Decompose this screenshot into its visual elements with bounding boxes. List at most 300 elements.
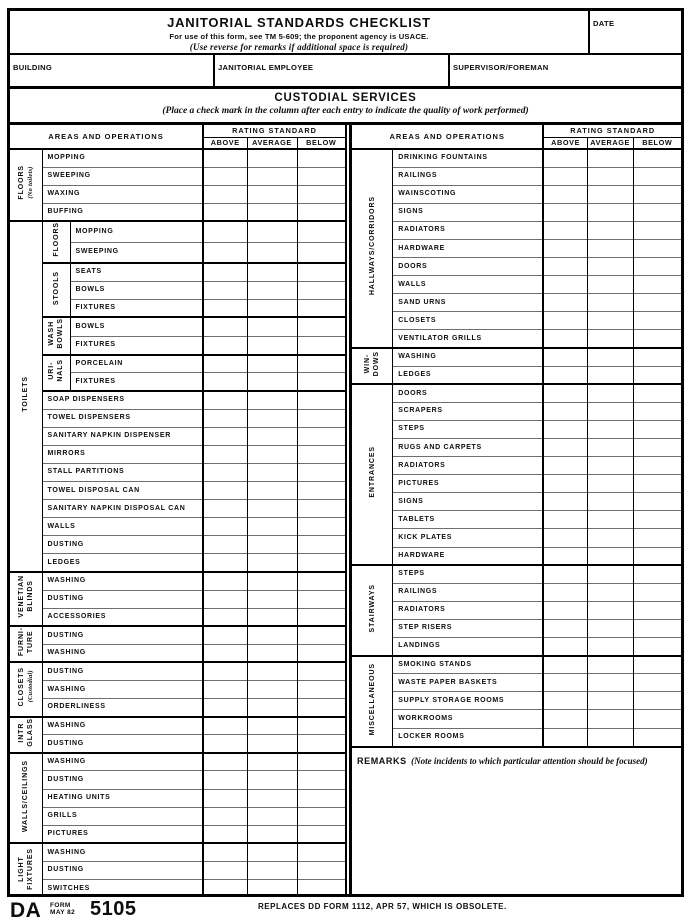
janitorial-employee-label: JANITORIAL EMPLOYEE xyxy=(218,63,314,72)
rating-cell-average[interactable] xyxy=(587,276,633,294)
rating-cell-below[interactable] xyxy=(633,529,681,547)
item-label: DUSTING xyxy=(42,861,203,879)
rating-cell-below[interactable] xyxy=(297,843,345,861)
rating-cell-below[interactable] xyxy=(297,149,345,167)
supervisor-foreman-label: SUPERVISOR/FOREMAN xyxy=(453,63,549,72)
rating-cell-below[interactable] xyxy=(633,601,681,619)
rating-cell-below[interactable] xyxy=(633,276,681,294)
table-row xyxy=(352,366,681,384)
rating-cell-above[interactable] xyxy=(543,402,587,420)
section-label-text: FLOORS (No toilets) xyxy=(17,165,34,200)
rating-cell-below[interactable] xyxy=(297,481,345,499)
rating-cell-average[interactable] xyxy=(247,299,297,317)
rating-cell-below[interactable] xyxy=(633,583,681,601)
rating-cell-above[interactable] xyxy=(203,445,247,463)
item-label: DOORS xyxy=(393,384,544,402)
item-label: SAND URNS xyxy=(393,294,544,312)
rating-cell-above[interactable] xyxy=(543,330,587,348)
rating-cell-above[interactable] xyxy=(543,366,587,384)
rating-cell-above[interactable] xyxy=(203,149,247,167)
rating-cell-average[interactable] xyxy=(247,167,297,185)
rating-standard-header-right: RATING STANDARD xyxy=(543,125,681,137)
rating-cell-above[interactable] xyxy=(203,536,247,554)
table-row xyxy=(352,619,681,637)
form-body xyxy=(7,8,684,897)
rating-cell-above[interactable] xyxy=(543,258,587,276)
rating-cell-above[interactable] xyxy=(203,771,247,789)
form-reverse-note: (Use reverse for remarks if additional space is required) xyxy=(189,42,409,52)
table-row xyxy=(352,203,681,221)
rating-cell-below[interactable] xyxy=(633,638,681,656)
rating-cell-below[interactable] xyxy=(633,348,681,366)
rating-cell-above[interactable] xyxy=(543,312,587,330)
rating-cell-below[interactable] xyxy=(297,554,345,572)
rating-cell-above[interactable] xyxy=(203,263,247,281)
rating-cell-average[interactable] xyxy=(587,674,633,692)
rating-cell-average[interactable] xyxy=(247,242,297,263)
rating-cell-average[interactable] xyxy=(247,572,297,590)
rating-cell-average[interactable] xyxy=(247,391,297,409)
rating-cell-average[interactable] xyxy=(587,239,633,257)
rating-cell-below[interactable] xyxy=(633,674,681,692)
table-row xyxy=(10,221,345,242)
section-label-text: INTR GLASS xyxy=(17,717,34,747)
rating-cell-average[interactable] xyxy=(587,656,633,674)
table-row xyxy=(10,355,345,373)
rating-cell-average[interactable] xyxy=(587,185,633,203)
rating-cell-above[interactable] xyxy=(203,735,247,753)
rating-cell-above[interactable] xyxy=(203,590,247,608)
rating-cell-below[interactable] xyxy=(633,457,681,475)
item-label: PICTURES xyxy=(42,825,203,843)
rating-cell-above[interactable] xyxy=(543,583,587,601)
item-label: SWEEPING xyxy=(42,167,203,185)
rating-cell-below[interactable] xyxy=(633,366,681,384)
rating-cell-below[interactable] xyxy=(297,373,345,391)
section-label xyxy=(10,572,42,626)
rating-cell-above[interactable] xyxy=(203,825,247,843)
rating-cell-average[interactable] xyxy=(247,825,297,843)
rating-cell-below[interactable] xyxy=(297,880,345,894)
section-label-text: WIN- DOWS xyxy=(364,350,381,377)
rating-cell-above[interactable] xyxy=(203,373,247,391)
item-label: STEPS xyxy=(393,420,544,438)
item-label: TABLETS xyxy=(393,511,544,529)
item-label: ORDERLINESS xyxy=(42,699,203,717)
rating-cell-above[interactable] xyxy=(203,626,247,644)
rating-cell-average[interactable] xyxy=(247,861,297,879)
item-label: TOWEL DISPENSERS xyxy=(42,409,203,427)
rating-cell-below[interactable] xyxy=(297,771,345,789)
rating-cell-below[interactable] xyxy=(633,439,681,457)
rating-cell-above[interactable] xyxy=(203,203,247,221)
rating-cell-below[interactable] xyxy=(633,420,681,438)
rating-cell-below[interactable] xyxy=(633,475,681,493)
item-label: DRINKING FOUNTAINS xyxy=(393,149,544,167)
rating-cell-average[interactable] xyxy=(247,843,297,861)
rating-cell-below[interactable] xyxy=(633,294,681,312)
rating-cell-above[interactable] xyxy=(203,317,247,336)
rating-cell-below[interactable] xyxy=(297,167,345,185)
rating-cell-above[interactable] xyxy=(543,457,587,475)
item-label: FIXTURES xyxy=(70,373,203,391)
rating-cell-below[interactable] xyxy=(633,547,681,565)
rating-cell-average[interactable] xyxy=(247,608,297,626)
table-row xyxy=(10,167,345,185)
rating-cell-average[interactable] xyxy=(247,680,297,698)
item-label: FIXTURES xyxy=(70,336,203,355)
rating-cell-below[interactable] xyxy=(297,299,345,317)
rating-cell-above[interactable] xyxy=(543,439,587,457)
table-row xyxy=(352,167,681,185)
rating-cell-below[interactable] xyxy=(297,735,345,753)
rating-cell-below[interactable] xyxy=(297,409,345,427)
rating-cell-below[interactable] xyxy=(633,203,681,221)
item-label: STEPS xyxy=(393,565,544,583)
rating-cell-above[interactable] xyxy=(203,608,247,626)
rating-cell-above[interactable] xyxy=(203,518,247,536)
rating-cell-above[interactable] xyxy=(203,167,247,185)
rating-cell-average[interactable] xyxy=(247,536,297,554)
rating-cell-above[interactable] xyxy=(203,861,247,879)
rating-cell-below[interactable] xyxy=(297,753,345,771)
rating-cell-below[interactable] xyxy=(633,493,681,511)
rating-cell-below[interactable] xyxy=(297,391,345,409)
rating-cell-average[interactable] xyxy=(247,427,297,445)
rating-cell-above[interactable] xyxy=(203,391,247,409)
rating-cell-below[interactable] xyxy=(297,861,345,879)
rating-cell-average[interactable] xyxy=(587,402,633,420)
rating-cell-above[interactable] xyxy=(203,299,247,317)
rating-cell-average[interactable] xyxy=(247,281,297,299)
rating-cell-average[interactable] xyxy=(587,601,633,619)
item-label: DUSTING xyxy=(42,590,203,608)
rating-cell-average[interactable] xyxy=(587,583,633,601)
rating-cell-above[interactable] xyxy=(543,493,587,511)
rating-cell-below[interactable] xyxy=(633,656,681,674)
rating-cell-above[interactable] xyxy=(203,753,247,771)
rating-cell-below[interactable] xyxy=(297,427,345,445)
rating-cell-average[interactable] xyxy=(247,753,297,771)
rating-cell-below[interactable] xyxy=(297,662,345,680)
rating-cell-above[interactable] xyxy=(203,554,247,572)
rating-cell-above[interactable] xyxy=(203,481,247,499)
rating-cell-average[interactable] xyxy=(587,366,633,384)
table-row xyxy=(10,880,345,894)
rating-cell-average[interactable] xyxy=(587,493,633,511)
rating-cell-below[interactable] xyxy=(633,565,681,583)
form-footer xyxy=(8,899,684,921)
rating-cell-average[interactable] xyxy=(247,717,297,735)
rating-cell-average[interactable] xyxy=(247,644,297,662)
rating-cell-below[interactable] xyxy=(297,242,345,263)
rating-cell-above[interactable] xyxy=(543,221,587,239)
rating-cell-average[interactable] xyxy=(587,221,633,239)
rating-cell-average[interactable] xyxy=(247,263,297,281)
rating-cell-average[interactable] xyxy=(587,167,633,185)
table-row xyxy=(10,626,345,644)
remarks-area[interactable] xyxy=(352,746,681,894)
rating-cell-average[interactable] xyxy=(247,355,297,373)
rating-cell-above[interactable] xyxy=(543,239,587,257)
rating-cell-average[interactable] xyxy=(587,439,633,457)
rating-cell-below[interactable] xyxy=(297,445,345,463)
rating-cell-above[interactable] xyxy=(543,710,587,728)
rating-cell-above[interactable] xyxy=(543,565,587,583)
table-row xyxy=(10,536,345,554)
rating-cell-above[interactable] xyxy=(543,619,587,637)
rating-cell-above[interactable] xyxy=(543,638,587,656)
section-label-text: VENETIAN BLINDS xyxy=(17,575,34,618)
rating-cell-average[interactable] xyxy=(247,500,297,518)
rating-cell-average[interactable] xyxy=(587,348,633,366)
item-label: RAILINGS xyxy=(393,583,544,601)
section-label xyxy=(10,717,42,753)
title-block xyxy=(10,11,588,53)
rating-cell-average[interactable] xyxy=(587,330,633,348)
rating-cell-above[interactable] xyxy=(543,547,587,565)
rating-cell-average[interactable] xyxy=(587,710,633,728)
rating-cell-average[interactable] xyxy=(587,258,633,276)
rating-cell-below[interactable] xyxy=(297,500,345,518)
rating-cell-average[interactable] xyxy=(587,619,633,637)
rating-cell-below[interactable] xyxy=(297,807,345,825)
rating-cell-below[interactable] xyxy=(633,330,681,348)
table-row xyxy=(10,843,345,861)
rating-cell-below[interactable] xyxy=(297,680,345,698)
rating-cell-above[interactable] xyxy=(543,294,587,312)
item-label: PORCELAIN xyxy=(70,355,203,373)
rating-cell-average[interactable] xyxy=(247,699,297,717)
rating-cell-above[interactable] xyxy=(203,807,247,825)
rating-cell-below[interactable] xyxy=(297,789,345,807)
section-label-text: STOOLS xyxy=(52,270,60,305)
rating-cell-above[interactable] xyxy=(203,880,247,894)
section-label-text: FURNI- TURE xyxy=(17,627,34,657)
rating-cell-below[interactable] xyxy=(297,626,345,644)
rating-cell-average[interactable] xyxy=(587,203,633,221)
rating-cell-above[interactable] xyxy=(543,656,587,674)
rating-cell-above[interactable] xyxy=(543,420,587,438)
rating-cell-above[interactable] xyxy=(543,475,587,493)
rating-cell-average[interactable] xyxy=(587,294,633,312)
rating-cell-average[interactable] xyxy=(587,692,633,710)
rating-cell-average[interactable] xyxy=(247,626,297,644)
table-row xyxy=(352,583,681,601)
section-label xyxy=(10,149,42,221)
rating-cell-above[interactable] xyxy=(203,699,247,717)
section-label-text: TOILETS xyxy=(22,376,30,413)
table-row xyxy=(352,402,681,420)
rating-cell-average[interactable] xyxy=(247,554,297,572)
rating-cell-average[interactable] xyxy=(247,203,297,221)
janitorial-employee-field[interactable] xyxy=(213,55,448,86)
rating-cell-below[interactable] xyxy=(297,355,345,373)
rating-cell-above[interactable] xyxy=(543,384,587,402)
rating-cell-above[interactable] xyxy=(543,529,587,547)
rating-cell-above[interactable] xyxy=(203,662,247,680)
item-label: WASHING xyxy=(42,753,203,771)
date-field[interactable] xyxy=(588,11,681,53)
item-label: VENTILATOR GRILLS xyxy=(393,330,544,348)
table-row xyxy=(10,554,345,572)
rating-cell-below[interactable] xyxy=(633,402,681,420)
table-row xyxy=(352,674,681,692)
rating-cell-below[interactable] xyxy=(633,511,681,529)
rating-cell-below[interactable] xyxy=(297,536,345,554)
table-row xyxy=(10,481,345,499)
table-row xyxy=(352,601,681,619)
rating-cell-above[interactable] xyxy=(203,427,247,445)
section-label-text: FLOORS xyxy=(52,222,60,257)
rating-cell-above[interactable] xyxy=(203,221,247,242)
rating-cell-average[interactable] xyxy=(587,457,633,475)
rating-cell-average[interactable] xyxy=(587,149,633,167)
areas-operations-header-left: AREAS AND OPERATIONS xyxy=(48,132,164,141)
rating-cell-average[interactable] xyxy=(247,445,297,463)
rating-cell-above[interactable] xyxy=(543,692,587,710)
rating-cell-average[interactable] xyxy=(247,409,297,427)
rating-cell-average[interactable] xyxy=(587,728,633,746)
rating-cell-below[interactable] xyxy=(633,728,681,746)
rating-cell-above[interactable] xyxy=(203,500,247,518)
building-field[interactable] xyxy=(10,55,213,86)
rating-cell-average[interactable] xyxy=(247,221,297,242)
rating-cell-below[interactable] xyxy=(297,185,345,203)
rating-cell-average[interactable] xyxy=(247,149,297,167)
rating-cell-average[interactable] xyxy=(247,481,297,499)
rating-cell-average[interactable] xyxy=(247,373,297,391)
rating-cell-above[interactable] xyxy=(203,843,247,861)
rating-cell-below[interactable] xyxy=(297,590,345,608)
table-row xyxy=(352,312,681,330)
rating-cell-average[interactable] xyxy=(247,590,297,608)
rating-cell-average[interactable] xyxy=(247,463,297,481)
rating-cell-average[interactable] xyxy=(247,807,297,825)
rating-cell-below[interactable] xyxy=(633,619,681,637)
rating-cell-above[interactable] xyxy=(203,242,247,263)
table-row xyxy=(10,699,345,717)
rating-cell-above[interactable] xyxy=(203,463,247,481)
rating-cell-average[interactable] xyxy=(587,529,633,547)
item-label: SIGNS xyxy=(393,203,544,221)
rating-cell-below[interactable] xyxy=(297,717,345,735)
average-column-header-right: AVERAGE xyxy=(587,137,633,149)
rating-cell-below[interactable] xyxy=(297,336,345,355)
item-label: WASHING xyxy=(42,572,203,590)
rating-cell-average[interactable] xyxy=(247,317,297,336)
rating-cell-average[interactable] xyxy=(247,336,297,355)
rating-cell-average[interactable] xyxy=(587,475,633,493)
rating-cell-below[interactable] xyxy=(297,203,345,221)
rating-cell-above[interactable] xyxy=(543,601,587,619)
rating-cell-below[interactable] xyxy=(633,384,681,402)
rating-cell-below[interactable] xyxy=(297,317,345,336)
rating-cell-above[interactable] xyxy=(203,644,247,662)
rating-cell-below[interactable] xyxy=(633,149,681,167)
rating-cell-above[interactable] xyxy=(543,348,587,366)
rating-cell-above[interactable] xyxy=(543,674,587,692)
rating-cell-average[interactable] xyxy=(247,771,297,789)
table-row xyxy=(352,457,681,475)
rating-cell-above[interactable] xyxy=(543,167,587,185)
rating-cell-above[interactable] xyxy=(543,149,587,167)
rating-cell-below[interactable] xyxy=(633,221,681,239)
form-prefix: DA xyxy=(10,899,42,922)
rating-cell-above[interactable] xyxy=(203,281,247,299)
table-row xyxy=(352,547,681,565)
table-row xyxy=(10,644,345,662)
table-row xyxy=(10,861,345,879)
rating-cell-below[interactable] xyxy=(633,239,681,257)
rating-cell-above[interactable] xyxy=(543,728,587,746)
rating-cell-below[interactable] xyxy=(297,699,345,717)
rating-cell-average[interactable] xyxy=(247,789,297,807)
rating-cell-below[interactable] xyxy=(633,258,681,276)
rating-cell-average[interactable] xyxy=(587,384,633,402)
item-label: RAILINGS xyxy=(393,167,544,185)
supervisor-foreman-field[interactable] xyxy=(448,55,681,86)
rating-cell-above[interactable] xyxy=(543,276,587,294)
rating-cell-average[interactable] xyxy=(587,312,633,330)
table-row xyxy=(352,294,681,312)
rating-cell-below[interactable] xyxy=(297,221,345,242)
rating-cell-average[interactable] xyxy=(247,880,297,894)
table-row xyxy=(10,427,345,445)
rating-cell-below[interactable] xyxy=(297,463,345,481)
table-row xyxy=(10,789,345,807)
rating-cell-below[interactable] xyxy=(633,710,681,728)
rating-cell-average[interactable] xyxy=(587,420,633,438)
rating-cell-above[interactable] xyxy=(203,717,247,735)
rating-cell-average[interactable] xyxy=(587,565,633,583)
table-row xyxy=(10,518,345,536)
rating-cell-below[interactable] xyxy=(297,608,345,626)
item-label: SUPPLY STORAGE ROOMS xyxy=(393,692,544,710)
rating-cell-below[interactable] xyxy=(633,692,681,710)
rating-cell-below[interactable] xyxy=(633,312,681,330)
rating-cell-above[interactable] xyxy=(543,511,587,529)
rating-cell-above[interactable] xyxy=(203,355,247,373)
rating-cell-average[interactable] xyxy=(587,511,633,529)
item-label: SCRAPERS xyxy=(393,402,544,420)
rating-cell-average[interactable] xyxy=(247,735,297,753)
rating-cell-below[interactable] xyxy=(633,185,681,203)
rating-cell-above[interactable] xyxy=(203,336,247,355)
rating-cell-above[interactable] xyxy=(203,409,247,427)
rating-cell-average[interactable] xyxy=(247,662,297,680)
rating-cell-average[interactable] xyxy=(247,185,297,203)
rating-cell-above[interactable] xyxy=(543,203,587,221)
rating-cell-below[interactable] xyxy=(297,518,345,536)
rating-cell-below[interactable] xyxy=(297,825,345,843)
rating-cell-above[interactable] xyxy=(203,572,247,590)
rating-cell-below[interactable] xyxy=(297,644,345,662)
item-label: ACCESSORIES xyxy=(42,608,203,626)
rating-cell-above[interactable] xyxy=(203,185,247,203)
rating-cell-below[interactable] xyxy=(633,167,681,185)
rating-cell-average[interactable] xyxy=(587,638,633,656)
rating-cell-above[interactable] xyxy=(203,680,247,698)
rating-cell-average[interactable] xyxy=(587,547,633,565)
rating-cell-above[interactable] xyxy=(543,185,587,203)
rating-cell-below[interactable] xyxy=(297,572,345,590)
rating-cell-average[interactable] xyxy=(247,518,297,536)
rating-cell-above[interactable] xyxy=(203,789,247,807)
rating-cell-below[interactable] xyxy=(297,263,345,281)
item-label: LANDINGS xyxy=(393,638,544,656)
rating-cell-below[interactable] xyxy=(297,281,345,299)
